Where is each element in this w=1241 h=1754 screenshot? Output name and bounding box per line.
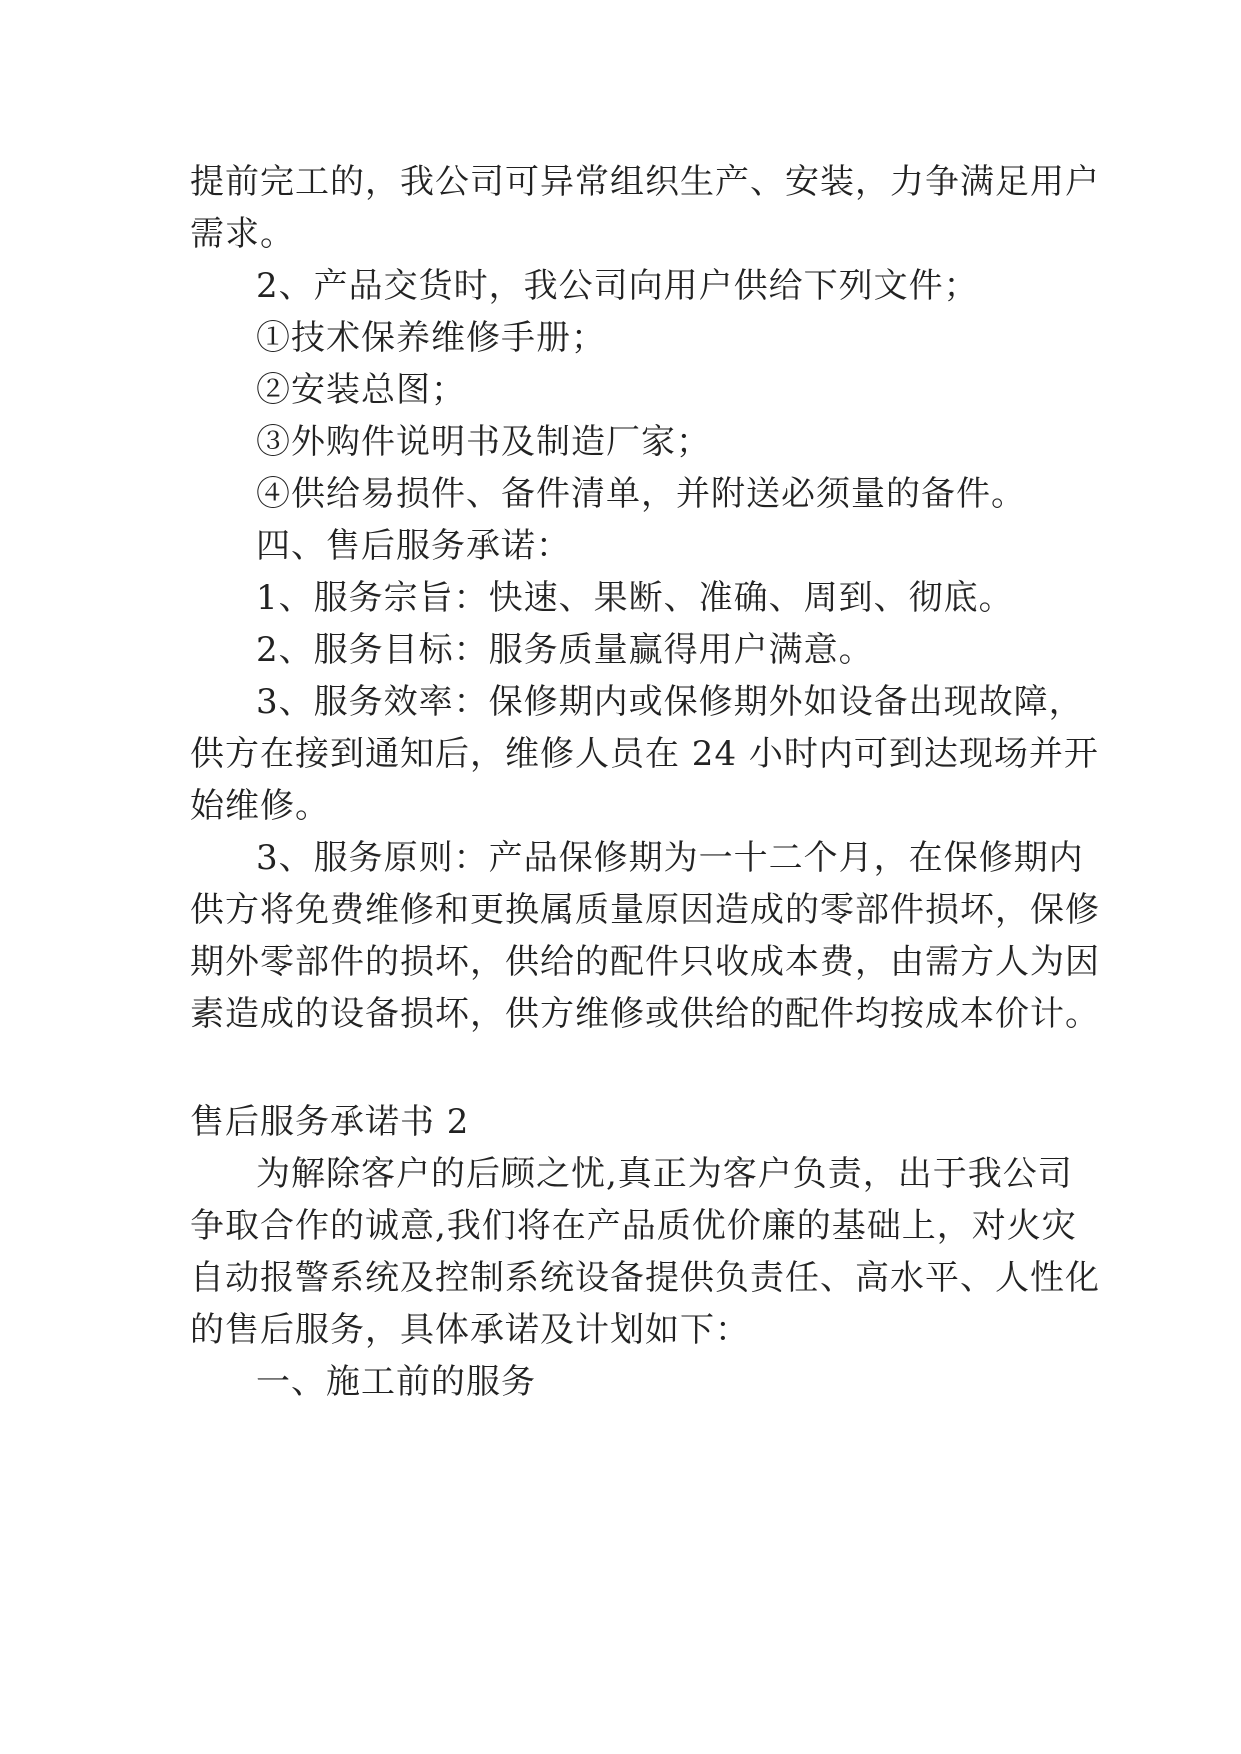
text-line: 供方在接到通知后，维修人员在 24 小时内可到达现场并开 xyxy=(190,734,1099,774)
list-item: ①技术保养维修手册； xyxy=(256,318,606,358)
list-item: ②安装总图； xyxy=(256,370,466,410)
text-line: 3、服务原则：产品保修期为一十二个月，在保修期内 xyxy=(256,838,1084,878)
text-line: 1、服务宗旨：快速、果断、准确、周到、彻底。 xyxy=(256,578,1014,618)
text-line: 3、服务效率：保修期内或保修期外如设备出现故障， xyxy=(256,682,1084,722)
list-item: ④供给易损件、备件清单，并附送必须量的备件。 xyxy=(256,474,1026,514)
text-line: 素造成的设备损坏，供方维修或供给的配件均按成本价计。 xyxy=(190,994,1100,1034)
section-heading: 一、施工前的服务 xyxy=(256,1362,536,1402)
document-subtitle: 售后服务承诺书 2 xyxy=(190,1102,470,1142)
text-line: 需求。 xyxy=(190,214,295,254)
text-line: 的售后服务，具体承诺及计划如下： xyxy=(190,1310,750,1350)
text-line: 2、产品交货时，我公司向用户供给下列文件； xyxy=(256,266,979,306)
section-heading: 四、售后服务承诺： xyxy=(256,526,571,566)
text-line: 提前完工的，我公司可异常组织生产、安装，力争满足用户 xyxy=(190,162,1100,202)
list-item: ③外购件说明书及制造厂家； xyxy=(256,422,711,462)
text-line: 2、服务目标：服务质量赢得用户满意。 xyxy=(256,630,874,670)
text-line: 始维修。 xyxy=(190,786,330,826)
text-line: 争取合作的诚意,我们将在产品质优价廉的基础上，对火灾 xyxy=(190,1206,1077,1246)
text-line: 供方将免费维修和更换属质量原因造成的零部件损坏，保修 xyxy=(190,890,1100,930)
text-line: 为解除客户的后顾之忧,真正为客户负责，出于我公司 xyxy=(256,1154,1073,1194)
text-line: 期外零部件的损坏，供给的配件只收成本费，由需方人为因 xyxy=(190,942,1100,982)
text-line: 自动报警系统及控制系统设备提供负责任、高水平、人性化 xyxy=(190,1258,1100,1298)
